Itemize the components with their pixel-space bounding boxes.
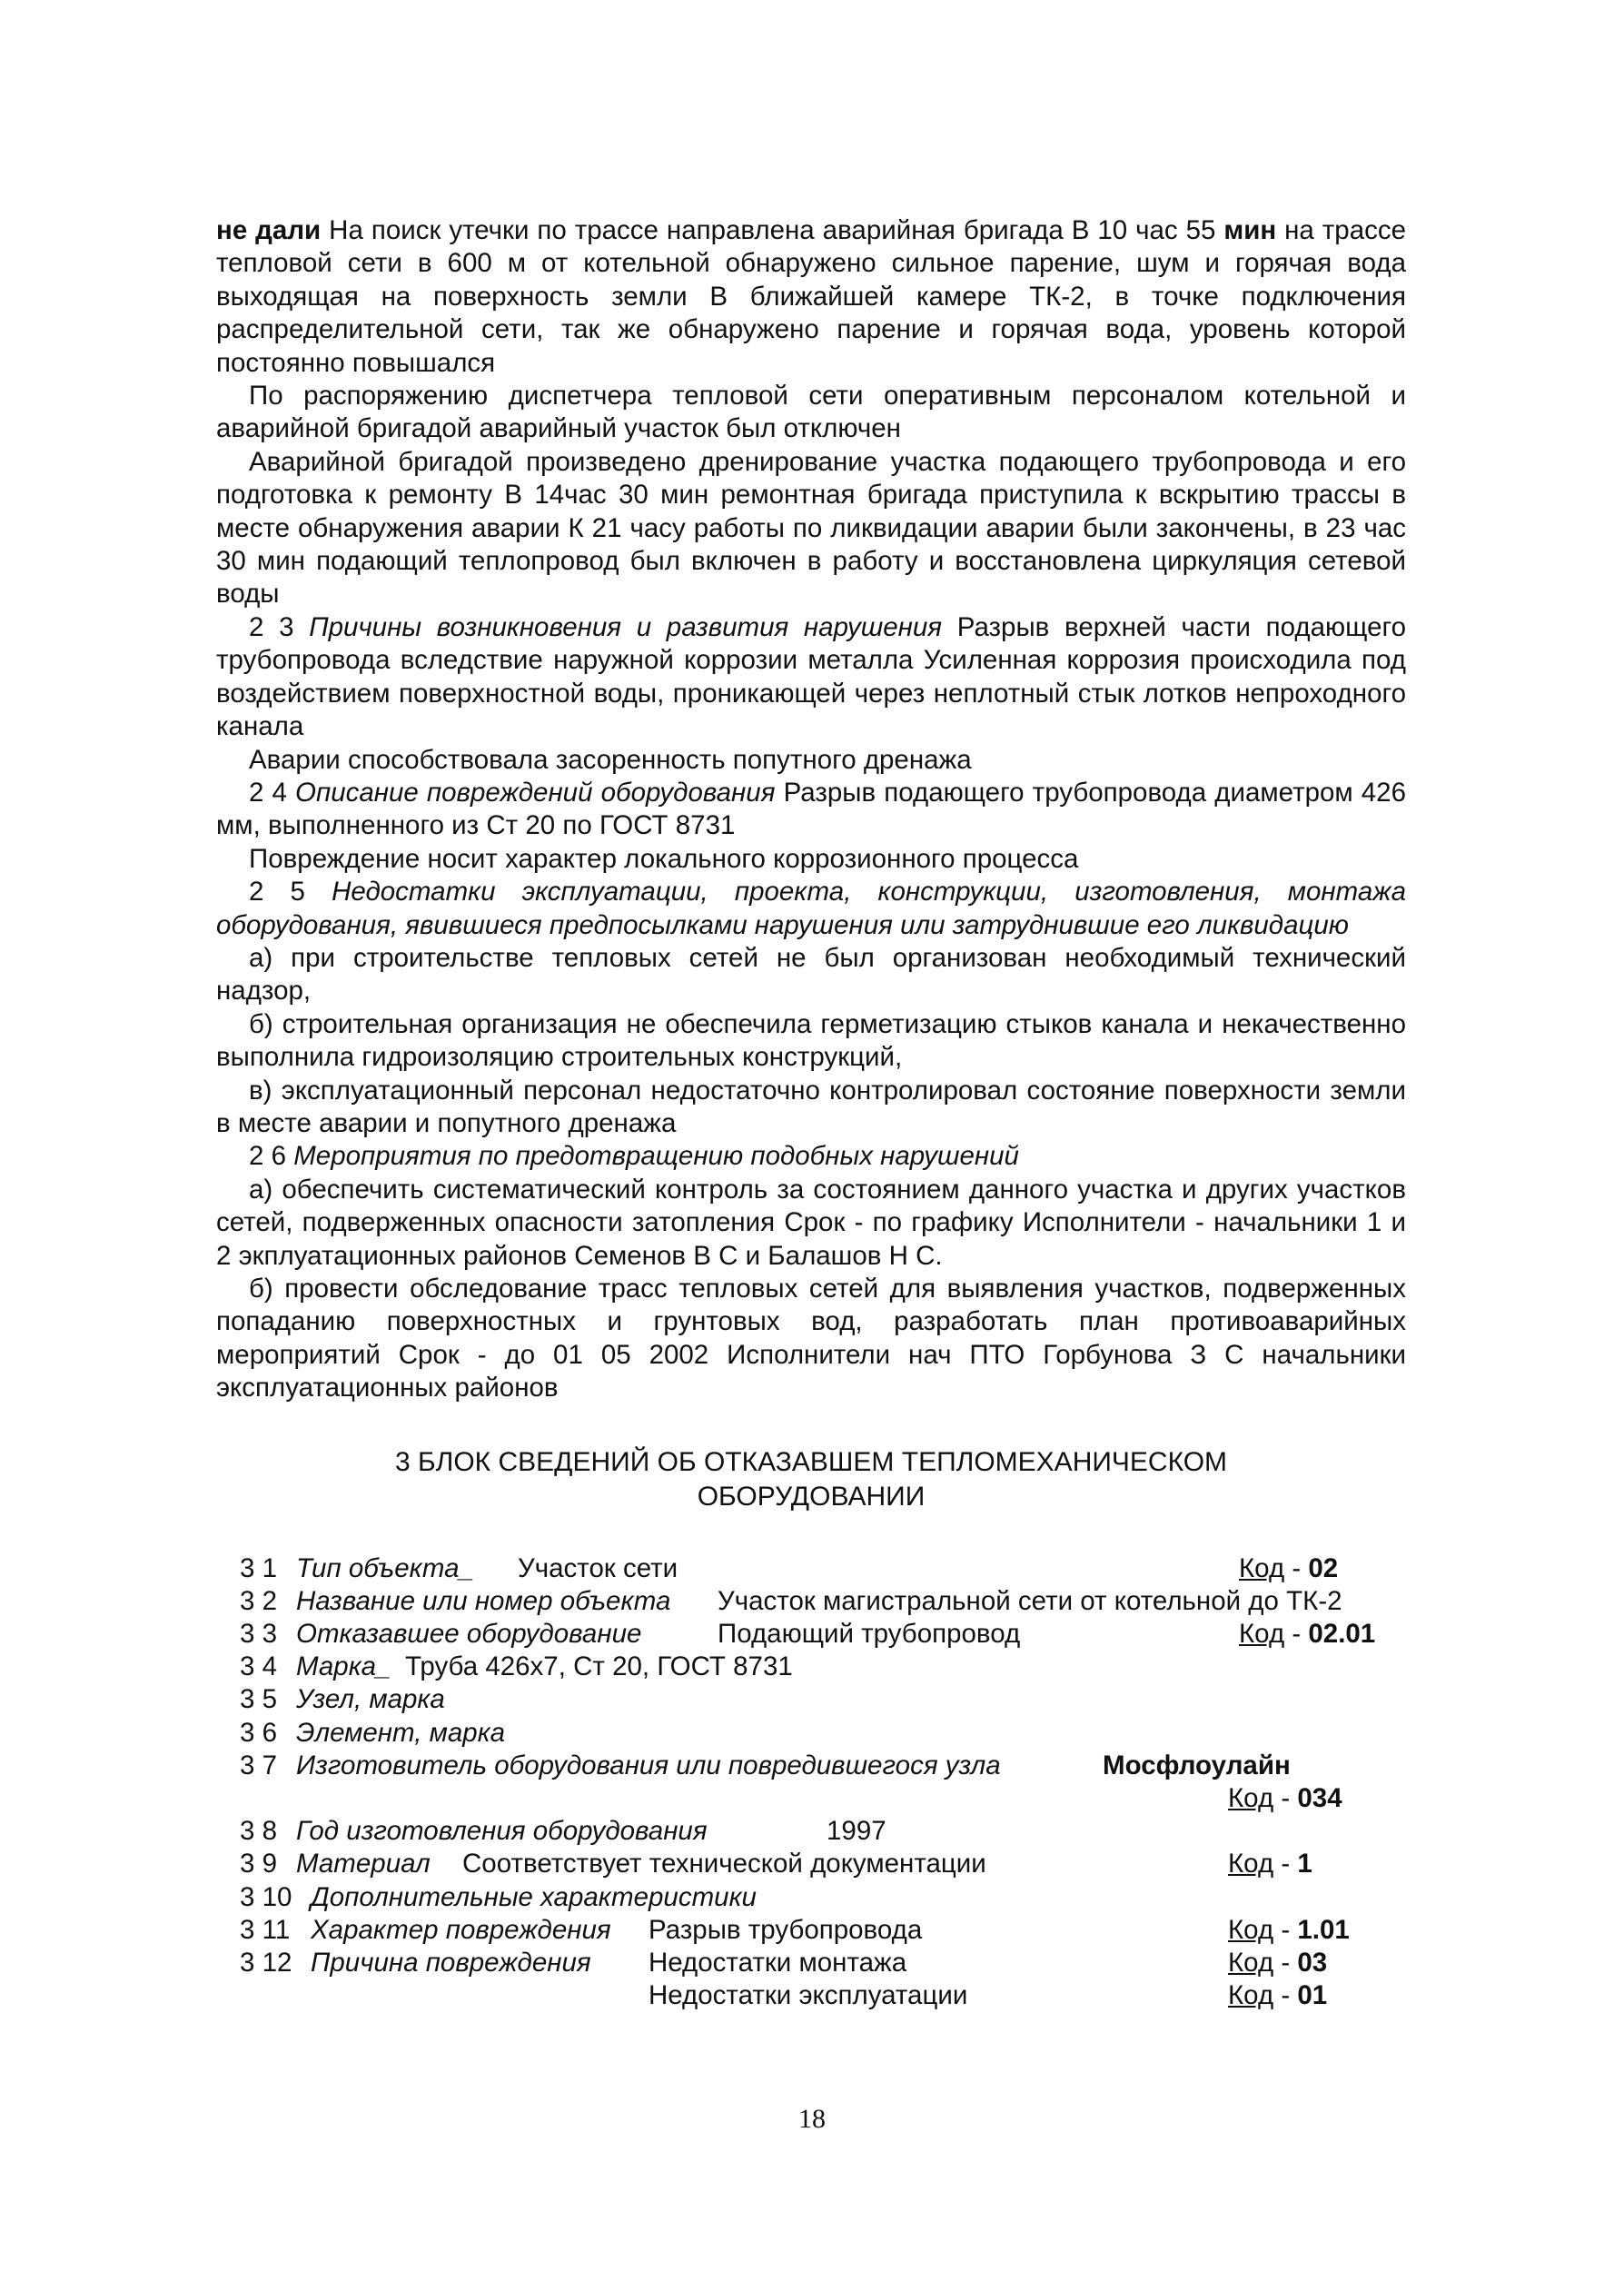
field-number: 3 10 (240, 1881, 292, 1912)
code-key: Код (1228, 1914, 1274, 1945)
field-number: 3 8 (240, 1816, 278, 1847)
field-value: 1997 (827, 1816, 886, 1847)
field-number: 3 7 (240, 1750, 278, 1780)
code-value: 1 (1297, 1849, 1312, 1879)
field-row (240, 1683, 1406, 1716)
field-row (240, 1552, 1406, 1585)
field-value: Труба 426х7, Ст 20, ГОСТ 8731 (405, 1651, 793, 1682)
code-key: Код (1239, 1552, 1285, 1583)
field-label: Изготовитель оборудования или повредившегося узла (296, 1750, 1001, 1780)
code-key: Код (1228, 1782, 1274, 1813)
field-row (240, 1618, 1406, 1651)
paragraph-drainage: Аварии способствовала засоренность попутного дренажа (249, 744, 972, 775)
field-code (1228, 1914, 1350, 1947)
field-row (240, 1651, 1406, 1683)
paragraph-measure-a: а) обеспечить систематический контроль за состоянием данного участка и других участков сетей, подверженных опасности затопления Срок - по графику Исполнители - начальники 1 и 2 экплуатационных районов Семенов В С и Балашов Н С. (216, 1174, 1406, 1271)
section-heading: Причины возникновения и развития нарушения (309, 611, 943, 642)
field-value: Мосфлоулайн (1103, 1750, 1291, 1780)
field-number: 3 12 (240, 1947, 292, 1978)
field-label: Элемент, марка (296, 1717, 506, 1748)
section-title-line-1: 3 БЛОК СВЕДЕНИЙ ОБ ОТКАЗАВШЕМ ТЕПЛОМЕХАНИЧЕСКОМ (394, 1446, 1228, 1477)
section-text: Разрыв подающего трубопровода диаметром 426 мм, выполненного из Ст 20 по ГОСТ 8731 (216, 777, 1406, 841)
paragraph-text-rest: на трассе тепловой сети в 600 м от котельной обнаружено сильное парение, шум и горячая вода выходящая на поверхность земли В ближайшей камере ТК-2, в точке подключения распределительной сети, так же обнаружено парение и горячая вода, уровень которой постоянно повышался (216, 215, 1407, 378)
field-code (1228, 1782, 1342, 1815)
field-number: 3 4 (240, 1651, 278, 1682)
paragraph-damage-nature: Повреждение носит характер локального коррозионного процесса (249, 843, 1079, 874)
field-row (240, 1750, 1406, 1782)
code-value: 1.01 (1297, 1914, 1350, 1945)
field-label: Материал (296, 1849, 431, 1879)
field-label: Марка_ (296, 1651, 391, 1682)
section-heading: Недостатки эксплуатации, проекта, конструкции, изготовления, монтажа оборудования, явившиеся предпосылками нарушения или затруднившие его ликвидацию (216, 877, 1406, 940)
field-code (1228, 1979, 1327, 2012)
paragraph-item-b: б) строительная организация не обеспечила герметизацию стыков канала и некачественно выполнила гидроизоляцию строительных конструкций, (216, 1008, 1406, 1073)
paragraph-shutdown: По распоряжению диспетчера тепловой сети оперативным персоналом котельной и аварийной бригадой аварийный участок был отключен (216, 381, 1406, 444)
field-label: Причина повреждения (311, 1947, 591, 1978)
code-separator: - (1281, 1914, 1291, 1945)
field-row-code (240, 1782, 1406, 1815)
paragraph-repair: Аварийной бригадой произведено дренирование участка подающего трубопровода и его подготовка к ремонту В 14час 30 мин ремонтная бригада приступила к вскрытию трассы в месте обнаружения аварии К 21 часу работы по ликвидации аварии были закончены, в 23 час 30 мин подающий теплопровод был включен в работу и восстановлена циркуляция сетевой воды (216, 446, 1406, 610)
code-key: Код (1239, 1619, 1285, 1649)
field-label: Узел, марка (296, 1684, 445, 1715)
field-value: Соответствует технической документации (462, 1849, 986, 1879)
field-value: Подающий трубопровод (718, 1619, 1021, 1649)
field-number: 3 6 (240, 1717, 278, 1748)
field-value: Недостатки эксплуатации (649, 1980, 968, 2011)
code-separator: - (1281, 1947, 1291, 1978)
equipment-fields (240, 1552, 1406, 2013)
section-title-line-2: ОБОРУДОВАНИИ (697, 1481, 926, 1512)
paragraph-lead: не дали (216, 215, 322, 245)
field-row (240, 1815, 1406, 1848)
field-number: 3 2 (240, 1585, 278, 1616)
field-label: Дополнительные характеристики (311, 1881, 757, 1912)
paragraph-damage-description (216, 777, 1406, 843)
paragraph-deficiencies (216, 876, 1406, 942)
paragraph-item-a: а) при строительстве тепловых сетей не был организован необходимый технический надзор, (216, 942, 1406, 1007)
paragraph-measures (216, 1140, 1406, 1173)
paragraph-text-bold: мин (1223, 215, 1277, 245)
paragraph-text: На поиск утечки по трассе направлена аварийная бригада В 10 час 55 (329, 215, 1216, 245)
code-separator: - (1281, 1782, 1291, 1813)
field-row (240, 1848, 1406, 1880)
field-label: Отказавшее оборудование (296, 1619, 642, 1649)
code-value: 02 (1308, 1552, 1339, 1583)
field-row (240, 1717, 1406, 1750)
code-key: Код (1228, 1849, 1274, 1879)
code-value: 02.01 (1308, 1619, 1376, 1649)
field-number: 3 3 (240, 1619, 278, 1649)
paragraph-causes (216, 611, 1406, 744)
section-number: 2 6 (249, 1141, 287, 1172)
section-heading: Мероприятия по предотвращению подобных нарушений (293, 1141, 1019, 1172)
code-value: 034 (1297, 1782, 1342, 1813)
field-number: 3 9 (240, 1849, 278, 1879)
section-number: 2 3 (249, 611, 294, 642)
field-code (1239, 1618, 1375, 1651)
field-row (240, 1881, 1406, 1914)
field-row (240, 1585, 1406, 1618)
field-number: 3 5 (240, 1684, 278, 1715)
code-key: Код (1228, 1947, 1274, 1978)
code-separator: - (1292, 1552, 1302, 1583)
field-label: Название или номер объекта (296, 1585, 671, 1616)
section-number: 2 4 (249, 777, 287, 808)
code-separator: - (1292, 1619, 1302, 1649)
code-key: Код (1228, 1980, 1274, 2011)
field-label: Характер повреждения (311, 1914, 611, 1945)
section-number: 2 5 (249, 877, 305, 907)
paragraph-item-c: в) эксплуатационный персонал недостаточно контролировал состояние поверхности земли в месте аварии и попутного дренажа (216, 1075, 1406, 1138)
field-value: Разрыв трубопровода (649, 1914, 923, 1945)
field-row (240, 1947, 1406, 1979)
field-value: Участок сети (518, 1552, 678, 1583)
code-value: 01 (1297, 1980, 1328, 2011)
field-label: Год изготовления оборудования (296, 1816, 708, 1847)
paragraph-accident-discovery (216, 214, 1406, 380)
paragraph-measure-b: б) провести обследование трасс тепловых сетей для выявления участков, подверженных попаданию поверхностных и грунтовых вод, разработать план противоаварийных мероприятий Срок - до 01 05 2002 Исполнители нач ПТО Горбунова З С начальники эксплуатационных районов (216, 1274, 1406, 1403)
field-value: Недостатки монтажа (649, 1947, 907, 1978)
field-number: 3 1 (240, 1552, 278, 1583)
field-row (240, 1914, 1406, 1947)
field-value: Участок магистральной сети от котельной до ТК-2 (718, 1585, 1342, 1616)
page-number: 18 (798, 2104, 826, 2134)
code-value: 03 (1297, 1947, 1328, 1978)
field-code (1228, 1848, 1312, 1880)
section-title (216, 1445, 1406, 1514)
document-page (216, 214, 1406, 2012)
field-row (240, 1979, 1406, 2012)
section-heading: Описание повреждений оборудования (295, 777, 776, 808)
field-label: Тип объекта_ (296, 1552, 474, 1583)
code-separator: - (1281, 1849, 1291, 1879)
field-code (1228, 1947, 1327, 1979)
code-separator: - (1281, 1980, 1291, 2011)
section-text: Разрыв верхней части подающего трубопровода вследствие наружной коррозии металла Усиленная коррозия происходила под воздействием поверхностной воды, проникающей через неплотный стык лотков непроходного канала (216, 611, 1407, 742)
field-number: 3 11 (240, 1914, 291, 1945)
field-code (1239, 1552, 1338, 1585)
